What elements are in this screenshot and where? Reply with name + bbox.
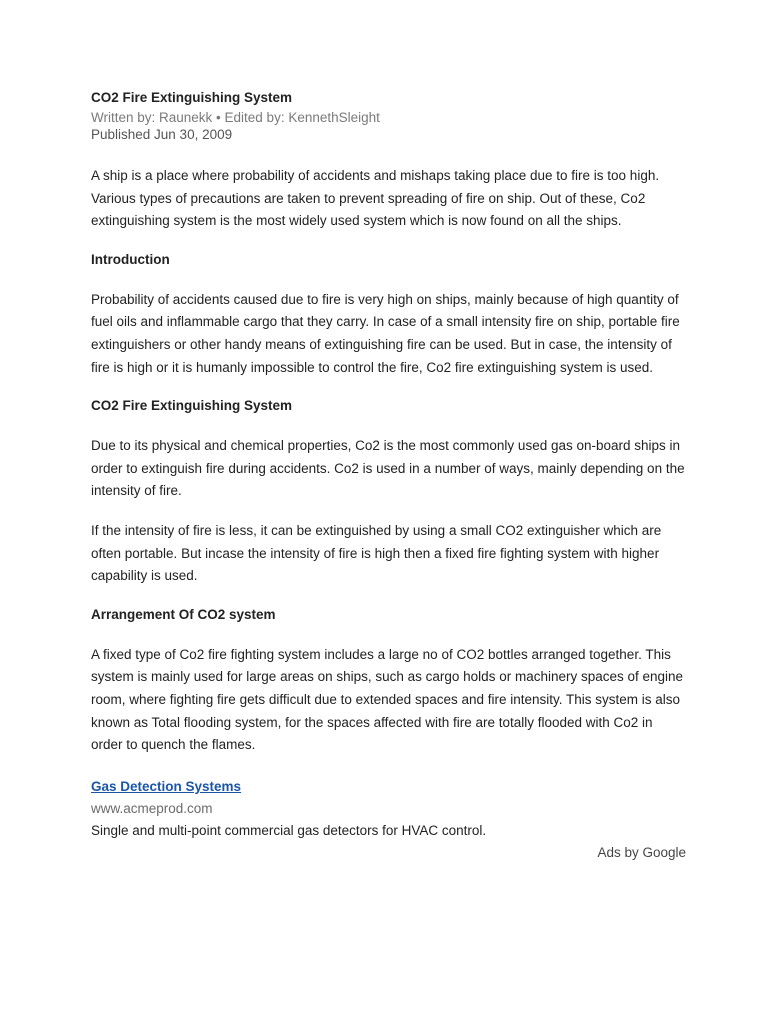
section-heading-introduction: Introduction: [91, 251, 170, 267]
article-title: CO2 Fire Extinguishing System: [91, 90, 293, 105]
article-page: [91, 88, 686, 864]
section-heading-co2-system: CO2 Fire Extinguishing System: [91, 398, 293, 414]
ads-by-google-label[interactable]: Ads by Google: [597, 844, 686, 860]
ad-link-gas-detection[interactable]: Gas Detection Systems: [91, 778, 242, 794]
article-published-date: Published Jun 30, 2009: [91, 127, 233, 142]
arrangement-paragraph: A fixed type of Co2 fire fighting system includes a large no of CO2 bottles arranged together. This system is mainly used for large areas on ships, such as cargo holds or machinery spaces of engine room, where fighting fire gets difficult due to extended spaces and fire intensity. This system is also known as Total flooding system, for the spaces affected with fire are totally flooded with Co2 in order to quench the flames.: [91, 646, 684, 753]
co2-system-paragraph-2: If the intensity of fire is less, it can be extinguished by using a small CO2 extinguisher which are often portable. But incase the intensity of fire is high then a fixed fire fighting system with higher capability is used.: [91, 522, 662, 584]
ad-display-url[interactable]: www.acmeprod.com: [91, 800, 213, 816]
co2-system-paragraph-1: Due to its physical and chemical properties, Co2 is the most commonly used gas on-board ships in order to extinguish fire during accidents. Co2 is used in a number of ways, mainly depending on the intensity of fire.: [91, 438, 685, 499]
google-ad-unit: [91, 777, 686, 864]
section-heading-arrangement: Arrangement Of CO2 system: [91, 606, 276, 622]
intro-paragraph: A ship is a place where probability of accidents and mishaps taking place due to fire is too high. Various types of precautions are taken to prevent spreading of fire on ship. Out of these, Co2 extinguishing system is the most widely used system which is now found on all the ships.: [91, 168, 660, 229]
article-byline: Written by: Raunekk • Edited by: KennethSleight: [91, 110, 380, 125]
ad-description: Single and multi-point commercial gas detectors for HVAC control.: [91, 822, 487, 838]
introduction-paragraph: Probability of accidents caused due to fire is very high on ships, mainly because of high quantity of fuel oils and inflammable cargo that they carry. In case of a small intensity fire on ship, portable fire extinguishers or other handy means of extinguishing fire can be used. But in case, the intensity of fire is high or it is humanly impossible to control the fire, Co2 fire extinguishing system is used.: [91, 291, 680, 375]
